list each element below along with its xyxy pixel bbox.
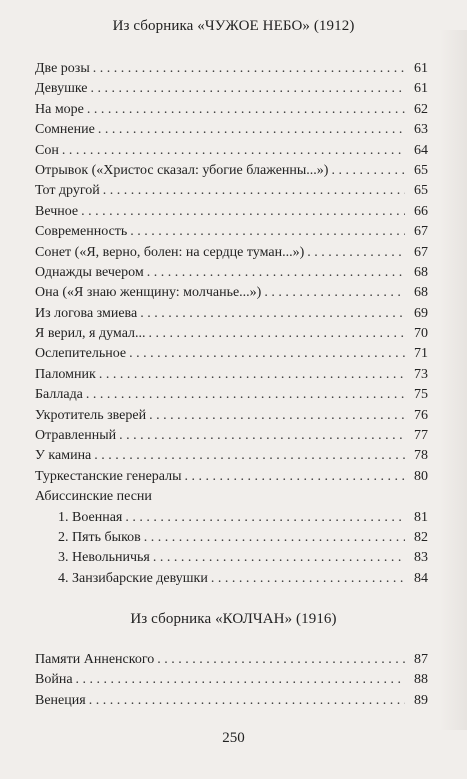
dot-leader	[153, 548, 405, 568]
toc-subentry	[35, 508, 428, 528]
toc-entry	[35, 59, 428, 79]
toc-entry-title: Две розы	[35, 61, 90, 76]
dot-leader	[211, 569, 405, 589]
toc-entry	[35, 243, 428, 263]
toc-list-chuzhoe-nebo	[35, 59, 428, 589]
dot-leader	[87, 100, 405, 120]
toc-entry	[35, 426, 428, 446]
toc-entry-page: 82	[414, 529, 428, 545]
toc-entry-title: Сон	[35, 142, 59, 158]
dot-leader	[89, 691, 405, 711]
toc-subentry	[35, 548, 428, 568]
toc-entry	[35, 670, 428, 690]
toc-entry	[35, 467, 428, 487]
toc-entry-page: 73	[414, 366, 428, 382]
dot-leader	[62, 141, 405, 161]
toc-entry	[35, 406, 428, 426]
toc-entry-page: 78	[414, 448, 428, 464]
toc-entry-page: 61	[414, 81, 428, 97]
toc-entry-page: 65	[414, 162, 428, 178]
toc-entry-title: Венеция	[35, 692, 86, 708]
dot-leader	[144, 528, 405, 548]
toc-entry	[35, 202, 428, 222]
dot-leader	[147, 263, 405, 283]
dot-leader	[307, 243, 405, 263]
dot-leader	[125, 508, 405, 528]
toc-entry-title: Абиссинские песни	[35, 489, 152, 505]
toc-entry-title: Памяти Анненского	[35, 652, 155, 667]
toc-entry-page: 69	[414, 305, 428, 321]
toc-entry-title: Укротитель зверей	[35, 407, 147, 423]
toc-list-kolchan	[35, 650, 428, 711]
toc-entry	[35, 304, 428, 324]
toc-entry-title: Однажды вечером	[35, 264, 144, 280]
dot-leader	[129, 344, 405, 364]
toc-entry-title: Война	[35, 672, 73, 688]
toc-entry-page: 68	[414, 285, 428, 301]
toc-entry-page: 81	[414, 509, 428, 525]
toc-entry	[35, 181, 428, 201]
page-number: 250	[222, 730, 245, 746]
toc-entry-page: 75	[414, 387, 428, 403]
toc-entry-page: 61	[414, 61, 428, 76]
toc-entry	[35, 161, 428, 181]
toc-entry-title: Из логова змиева	[35, 305, 138, 321]
toc-entry-title: 2. Пять быков	[58, 529, 141, 545]
dot-leader	[76, 670, 405, 690]
toc-entry-page: 84	[414, 570, 428, 586]
dot-leader	[264, 283, 405, 303]
toc-entry-title: Сонет («Я, верно, болен: на сердце туман...»)	[35, 244, 305, 260]
toc-entry	[35, 283, 428, 303]
dot-leader	[86, 385, 405, 405]
toc-entry-title: Девушке	[35, 81, 88, 97]
toc-entry-page: 77	[414, 428, 428, 444]
dot-leader	[119, 426, 405, 446]
toc-entry	[35, 222, 428, 242]
toc-entry-page: 71	[414, 346, 428, 362]
toc-entry-title: Сомнение	[35, 122, 95, 138]
toc-entry-page: 63	[414, 122, 428, 138]
dot-leader	[331, 161, 405, 181]
toc-entry	[35, 446, 428, 466]
toc-entry	[35, 691, 428, 711]
toc-entry-title: Я верил, я думал...	[35, 326, 146, 342]
toc-entry-page: 76	[414, 407, 428, 423]
toc-entry-page: 89	[414, 692, 428, 708]
toc-entry-page: 67	[414, 244, 428, 260]
section-title-chuzhoe-nebo: Из сборника «ЧУЖОЕ НЕБО» (1912)	[112, 18, 355, 34]
toc-entry	[35, 263, 428, 283]
toc-entry-page: 64	[414, 142, 428, 158]
dot-leader	[185, 467, 405, 487]
toc-subentry	[35, 528, 428, 548]
toc-entry-title: На море	[35, 101, 84, 117]
toc-entry-title: Она («Я знаю женщину: молчанье...»)	[35, 285, 262, 301]
dot-leader	[94, 446, 405, 466]
toc-subentry	[35, 569, 428, 589]
section-title-kolchan: Из сборника «КОЛЧАН» (1916)	[130, 611, 337, 627]
toc-entry	[35, 365, 428, 385]
toc-group-heading	[35, 487, 428, 507]
toc-entry	[35, 79, 428, 99]
dot-leader	[103, 181, 405, 201]
toc-entry-page: 66	[414, 203, 428, 219]
toc-entry-title: Тот другой	[35, 183, 100, 199]
toc-entry-title: Отравленный	[35, 428, 117, 444]
toc-entry	[35, 344, 428, 364]
toc-entry-title: У камина	[35, 448, 92, 464]
toc-entry-page: 68	[414, 264, 428, 280]
dot-leader	[98, 120, 405, 140]
dot-leader	[157, 650, 405, 670]
toc-entry-page: 80	[414, 468, 428, 484]
toc-entry-page: 65	[414, 183, 428, 199]
toc-entry	[35, 120, 428, 140]
toc-entry	[35, 650, 428, 670]
toc-entry-title: Вечное	[35, 203, 79, 219]
toc-entry-title: Современность	[35, 224, 128, 240]
toc-entry-title: Отрывок («Христос сказал: убогие блаженны...»)	[35, 162, 329, 178]
toc-entry-title: Паломник	[35, 366, 96, 382]
dot-leader	[81, 202, 405, 222]
toc-entry-title: 4. Занзибарские девушки	[58, 570, 208, 586]
toc-entry	[35, 141, 428, 161]
dot-leader	[149, 406, 405, 426]
toc-entry-page: 87	[414, 652, 428, 667]
toc-entry-page: 67	[414, 224, 428, 240]
toc-entry-page: 70	[414, 326, 428, 342]
dot-leader	[93, 59, 405, 79]
dot-leader	[130, 222, 405, 242]
toc-entry-page: 88	[414, 672, 428, 688]
dot-leader	[91, 79, 405, 99]
toc-entry	[35, 100, 428, 120]
toc-entry-title: Туркестанские генералы	[35, 468, 182, 484]
toc-entry-page: 83	[414, 550, 428, 566]
toc-entry	[35, 324, 428, 344]
toc-entry-page: 62	[414, 101, 428, 117]
toc-entry-title: 1. Военная	[58, 509, 123, 525]
toc-entry-title: Баллада	[35, 387, 83, 403]
dot-leader	[149, 324, 405, 344]
dot-leader	[99, 365, 405, 385]
dot-leader	[140, 304, 405, 324]
toc-entry	[35, 385, 428, 405]
toc-entry-title: 3. Невольничья	[58, 550, 150, 566]
toc-entry-title: Ослепительное	[35, 346, 127, 362]
